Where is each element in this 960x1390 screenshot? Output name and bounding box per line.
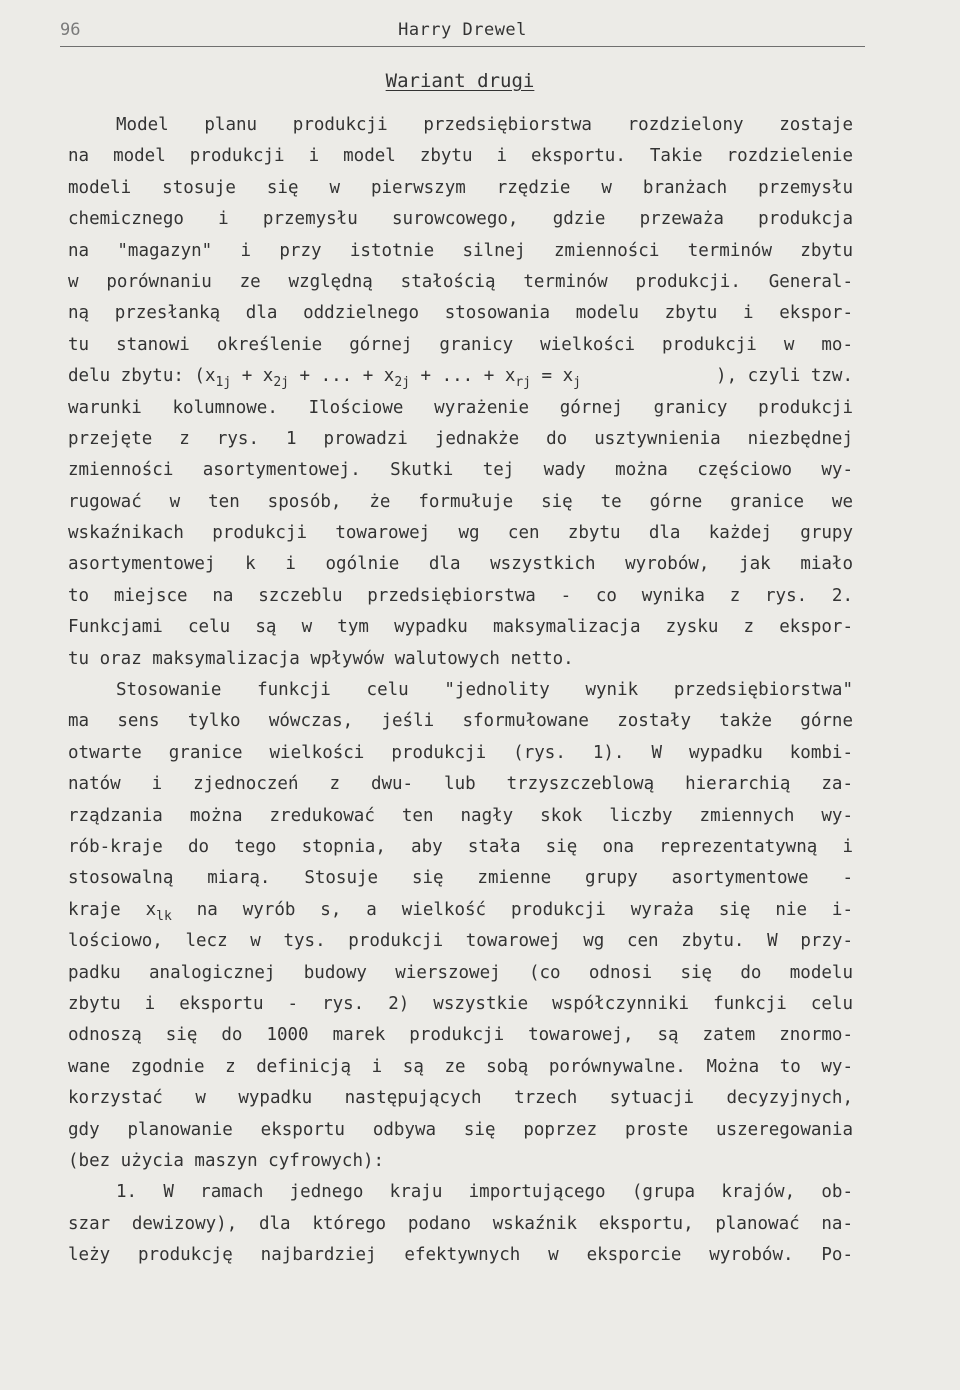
text-line: rób-kraje do tego stopnia, aby stała się ona reprezentatywną i xyxy=(68,836,853,857)
text-line: modeli stosuje się w pierwszym rzędzie w branżach przemysłu xyxy=(68,177,853,198)
text-line: tu stanowi określenie górnej granicy wielkości produkcji w mo- xyxy=(68,334,853,355)
text-line: korzystać w wypadku następujących trzech sytuacji decyzyjnych, xyxy=(68,1088,853,1109)
page-number: 96 xyxy=(60,20,81,40)
text-line: szar dewizowy), dla którego podano wskaźnik eksportu, planować na- xyxy=(68,1213,853,1234)
text-line: 1. W ramach jednego kraju importującego (grupa krajów, ob- xyxy=(116,1182,853,1203)
text-line: rugować w ten sposób, że formułuje się te górne granice we xyxy=(68,491,853,512)
text-line: na "magazyn" i przy istotnie silnej zmienności terminów zbytu xyxy=(68,240,853,261)
text-line: padku analogicznej budowy wierszowej (co odnosi się do modelu xyxy=(68,962,853,983)
text-line: natów i zjednoczeń z dwu- lub trzyszczeblową hierarchią za- xyxy=(68,774,853,795)
text-line: gdy planowanie eksportu odbywa się poprzez proste uszeregowania xyxy=(68,1119,853,1140)
running-head-author: Harry Drewel xyxy=(398,20,527,40)
text-line: ma sens tylko wówczas, jeśli sformułowane zostały także górne xyxy=(68,711,853,732)
text-line: zbytu i eksportu - rys. 2) wszystkie współczynniki funkcji celu xyxy=(68,993,853,1014)
text-line: przejęte z rys. 1 prowadzi jednakże do usztywnienia niezbędnej xyxy=(68,428,853,449)
text-line: otwarte granice wielkości produkcji (rys. 1). W wypadku kombi- xyxy=(68,742,853,763)
body-text xyxy=(68,110,853,1271)
text-line: w porównaniu ze względną stałością terminów produkcji. General- xyxy=(68,271,853,292)
text-line: chemicznego i przemysłu surowcowego, gdzie przeważa produkcja xyxy=(68,209,853,230)
text-line: ną przesłanką dla oddzielnego stosowania modelu zbytu i ekspor- xyxy=(68,303,853,324)
text-line: to miejsce na szczeblu przedsiębiorstwa - co wynika z rys. 2. xyxy=(68,585,853,606)
text-line: wskaźnikach produkcji towarowej wg cen zbytu dla każdej grupy xyxy=(68,523,853,544)
text-line: wane zgodnie z definicją i są ze sobą porównywalne. Można to wy- xyxy=(68,1056,853,1077)
text-line: zmienności asortymentowej. Skutki tej wady można częściowo wy- xyxy=(68,460,853,481)
page-header xyxy=(60,18,865,47)
text-line: asortymentowej k i ogólnie dla wszystkich wyrobów, jak miało xyxy=(68,554,853,575)
text-line: Funkcjami celu są w tym wypadku maksymalizacja zysku z ekspor- xyxy=(68,617,853,638)
text-line: warunki kolumnowe. Ilościowe wyrażenie górnej granicy produkcji xyxy=(68,397,853,418)
text-line: stosowalną miarą. Stosuje się zmienne grupy asortymentowe - xyxy=(68,868,853,889)
variable-line: kraje $x_{lk}$ na wyrób s, a wielkość produkcji wyraża się nie i- xyxy=(68,899,853,924)
text-line: odnoszą się do 1000 marek produkcji towarowej, są zatem znormo- xyxy=(68,1025,853,1046)
formula-expression: delu zbytu: ($x_{1j} + x_{2j}$ + ... + $x_{2j}$ + ... + $x_{rj} = x_j$ xyxy=(68,366,581,391)
section-title: Wariant drugi xyxy=(385,70,535,92)
formula-tail: ), czyli tzw. xyxy=(716,366,853,387)
text-line: rządzania można zredukować ten nagły skok liczby zmiennych wy- xyxy=(68,805,853,826)
text-line: na model produkcji i model zbytu i eksportu. Takie rozdzielenie xyxy=(68,146,853,167)
text-line: leży produkcję najbardziej efektywnych w eksporcie wyrobów. Po- xyxy=(68,1245,853,1266)
text-line: Stosowanie funkcji celu "jednolity wynik przedsiębiorstwa" xyxy=(116,680,853,701)
text-line: Model planu produkcji przedsiębiorstwa rozdzielony zostaje xyxy=(116,115,853,135)
text-line: (bez użycia maszyn cyfrowych): xyxy=(68,1150,385,1171)
text-line: tu oraz maksymalizacja wpływów walutowych netto. xyxy=(68,648,574,669)
text-line: lościowo, lecz w tys. produkcji towarowej wg cen zbytu. W przy- xyxy=(68,931,853,952)
formula-line xyxy=(68,361,853,392)
